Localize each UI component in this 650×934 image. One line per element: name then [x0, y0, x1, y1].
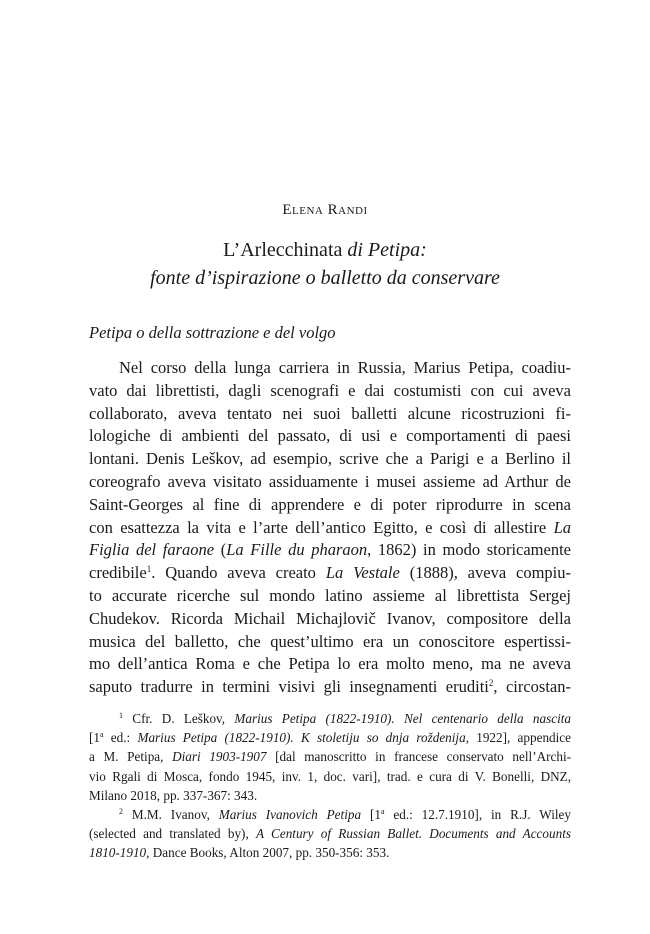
- body-line: credibile$^1$. Quando aveva creato La Vestale (1888), aveva compiu-: [89, 563, 571, 583]
- footnote-line: a M. Petipa, Diari 1903-1907 [dal manoscritto in francese conservato nell’Archi-: [89, 749, 572, 765]
- footnote-ref-2[interactable]: 2: [488, 678, 494, 689]
- body-paragraph: [89, 357, 571, 699]
- body-line: musica del balletto, che quest’ultimo era un conoscitore espertissi-: [89, 631, 571, 651]
- body-line: Chudekov. Ricorda Michail Michajlovič Ivanov, compositore della: [89, 608, 571, 628]
- footnote-line: vio Rgali di Mosca, fondo 1945, inv. 1, doc. vari], trad. e cura di V. Bonelli, DNZ,: [89, 768, 571, 784]
- footnote-line: Milano 2018, pp. 337-367: 343.: [89, 787, 258, 803]
- section-heading: Petipa o della sottrazione e del volgo: [89, 323, 336, 342]
- chapter-title-line-2: fonte d’ispirazione o balletto da conservare: [150, 267, 500, 289]
- footnote-mark: 2: [119, 806, 123, 816]
- footnote-mark: 1: [119, 711, 123, 720]
- chapter-title-line-1: L’Arlecchinata di Petipa:: [223, 239, 427, 261]
- body-line: collaborato, aveva tentato nei suoi balletti alcune ricostruzioni fi-: [89, 403, 571, 423]
- footnote-2: [89, 805, 571, 863]
- footnote-ref-1[interactable]: 1: [146, 564, 152, 575]
- body-line: coreografo aveva visitato assiduamente i musei assieme ad Arthur de: [89, 471, 571, 491]
- body-line: con esattezza la vita e l’arte dell’antico Egitto, e così di allestire La: [89, 517, 571, 537]
- footnote-1: [89, 709, 571, 805]
- body-line: Figlia del faraone (La Fille du pharaon, 1862) in modo storicamente: [89, 540, 572, 560]
- body-line: Saint-Georges al fine di apprendere e di poter riprodurre in scena: [89, 494, 571, 514]
- chapter-title: [0, 236, 650, 292]
- footnote-line: 1810-1910, Dance Books, Alton 2007, pp. 350-356: 353.: [89, 845, 390, 861]
- body-line: to accurate ricerche sul mondo latino assieme al librettista Sergej: [89, 585, 571, 605]
- footnote-line: [1$^a$ ed.: Marius Petipa (1822-1910). K stoletiju so dnja roždenija, 1922], appendice: [89, 730, 571, 746]
- body-line: mo dell’antica Roma e che Petipa lo era molto meno, ma ne aveva: [89, 654, 571, 674]
- body-line: Nel corso della lunga carriera in Russia, Marius Petipa, coadiu-: [119, 358, 571, 377]
- footnotes: [89, 709, 571, 863]
- footnote-line: (selected and translated by), A Century of Russian Ballet. Documents and Accounts: [89, 826, 571, 842]
- footnote-line: $^2$ M.M. Ivanov, Marius Ivanovich Petipa [1$^a$ ed.: 12.7.1910], in R.J. Wiley: [119, 806, 571, 822]
- body-line: saputo tradurre in termini visivi gli insegnamenti eruditi$^2$, circostan-: [89, 677, 571, 697]
- footnote-line: $^1$ Cfr. D. Leškov, Marius Petipa (1822-1910). Nel centenario della nascita: [119, 711, 571, 726]
- author-name: Elena Randi: [282, 202, 368, 218]
- body-line: vato dai librettisti, dagli scenografi e dai costumisti con cui aveva: [89, 380, 571, 400]
- body-line: lontani. Denis Leškov, ad esempio, scrive che a Parigi e a Berlino il: [89, 449, 571, 469]
- body-line: lologiche di ambienti del passato, di usi e comportamenti di paesi: [89, 426, 571, 446]
